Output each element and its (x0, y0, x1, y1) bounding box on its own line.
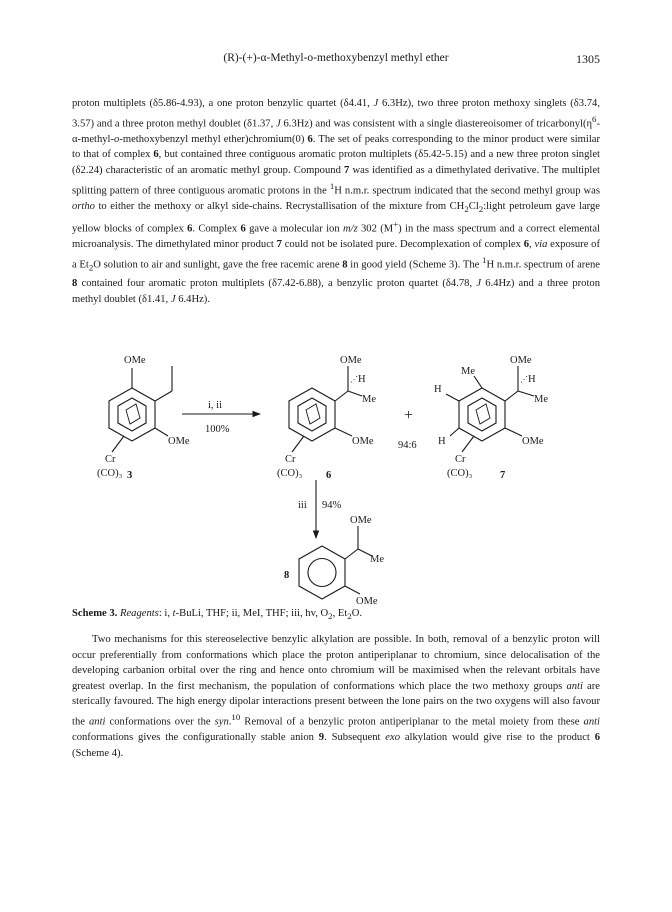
text-run: O solution to air and sunlight, gave the free racemic arene (93, 259, 343, 271)
text-run-i: J (476, 278, 482, 290)
compound-3-ome-bottom: OMe (168, 436, 190, 447)
text-run-b: 6 (153, 149, 159, 161)
text-run: 6.3Hz), two three proton methoxy singlets (δ3.74, 3.57) and a three proton methyl doublet (δ1.37, (72, 98, 600, 130)
text-run: : i, (158, 608, 173, 619)
text-run: , Et (332, 608, 348, 619)
text-run: contained four aromatic proton multiplets (δ7.42-6.88), a benzylic proton quartet (δ4.78, (77, 278, 477, 290)
text-run: ) in the mass spectrum and a correct elemental microanalysis. The dimethylated minor product (72, 223, 600, 251)
compound-6-cr: Cr (285, 454, 296, 465)
compound-7-ome-top: OMe (510, 355, 532, 366)
reaction-scheme-drawing (72, 348, 600, 610)
text-run: 6.3Hz) and was consistent with a single diastereoisomer of tricarbonyl(η (280, 118, 593, 130)
text-run: , (529, 239, 535, 251)
compound-6-co3: (CO)₃ (277, 468, 303, 479)
text-run: :light petroleum gave large yellow blocks of complex (72, 200, 600, 235)
compound-6-label: 6 (326, 470, 332, 481)
compound-6-ome-bottom: OMe (352, 436, 374, 447)
text-run-sup: 10 (231, 711, 241, 722)
body-paragraph-1 (72, 96, 600, 307)
running-title: (R)-(+)-α-Methyl-o-methoxybenzyl methyl ether (223, 52, 449, 64)
text-run-sub: 2 (347, 611, 352, 622)
compound-3-ome-top: OMe (124, 355, 146, 366)
compound-7-co3: (CO)₃ (447, 468, 473, 479)
text-run-b: 6 (307, 133, 313, 145)
text-run: , but contained three contiguous aromatic proton multiplets (δ5.42-5.15) and a new three proton singlet (δ2.24) characteristic of an aromatic methyl group. Compound (72, 149, 600, 176)
text-run: could not be isolated pure. Decomplexation of complex (281, 239, 524, 251)
text-run-b: Scheme 3. (72, 608, 120, 619)
page-number: 1305 (576, 52, 600, 66)
body-paragraph-2 (72, 632, 600, 761)
compound-3-co3: (CO)₃ (97, 468, 123, 479)
text-run-sub: 2 (478, 203, 484, 214)
plus-sign: + (404, 407, 414, 424)
text-run: proton multiplets (δ5.86-4.93), a one proton benzylic quartet (δ4.41, (72, 98, 374, 109)
text-run-sup: 1 (329, 180, 335, 191)
text-run: H n.m.r. spectrum of arene (486, 259, 600, 271)
text-run-i: m/z (342, 223, 358, 235)
text-run-b: 8 (72, 278, 78, 290)
reaction-scheme-3 (72, 348, 600, 610)
text-run-sup: + (393, 219, 399, 230)
compound-8-ome-bottom: OMe (356, 596, 378, 607)
compound-3-structure (109, 366, 172, 452)
compound-6-h: H (358, 374, 366, 385)
text-run: conformations gives the configurationally stable anion (72, 732, 319, 744)
text-run-b: 7 (276, 239, 282, 251)
compound-8-me: Me (370, 554, 384, 565)
text-run-i: ortho (72, 200, 95, 212)
text-run: to either the methoxy or alkyl side-chains. Recrystallisation of the mixture from CH (94, 200, 465, 212)
text-run-i: o (114, 133, 120, 145)
text-run-i: anti (566, 680, 583, 692)
compound-7-ring-h-top: H (434, 384, 442, 395)
text-run-sup: 1 (482, 255, 487, 266)
text-run-i: Reagents (119, 608, 159, 619)
text-run: . The set of peaks corresponding to the minor product were similar to that of complex (72, 133, 600, 161)
compound-8-structure (299, 526, 372, 599)
text-run-b: 6 (594, 732, 601, 744)
scheme-caption (72, 608, 600, 621)
compound-7-ring-me: Me (461, 366, 475, 377)
text-run: -methoxybenzyl methyl ether)chromium(0) (119, 133, 308, 145)
text-run: in good yield (Scheme 3). The (347, 259, 483, 271)
text-run: -α-methyl- (72, 118, 600, 145)
compound-7-h: H (528, 374, 536, 385)
text-run: 302 (M (357, 223, 394, 235)
step1-reagents: i, ii (208, 400, 223, 411)
compound-7-me: Me (534, 394, 548, 405)
compound-7-hash-bond: ⋰ (520, 375, 528, 384)
compound-8-ome-top: OMe (350, 515, 372, 526)
text-run: alkylation would give rise to the product (400, 732, 595, 744)
text-run: was identified as a dimethylated derivative. The multiplet splitting pattern of three contiguous aromatic protons in the (72, 164, 600, 197)
page-header (72, 52, 600, 70)
text-run-i: syn (214, 716, 229, 728)
text-run-i: via (534, 239, 548, 251)
compound-7-label: 7 (500, 470, 506, 481)
text-run: H n.m.r. spectrum indicated that the second methyl group was (334, 185, 600, 197)
text-run-b: 6 (187, 223, 193, 235)
text-run: Cl (468, 200, 479, 212)
text-run: exposure of a Et (72, 239, 601, 271)
product-ratio: 94:6 (398, 440, 417, 451)
step1-yield: 100% (205, 424, 230, 435)
text-run-i: J (170, 293, 176, 305)
text-run-i: J (276, 118, 281, 130)
text-run: 6.4Hz). (175, 293, 210, 305)
text-run-b: 6 (523, 239, 529, 251)
text-run: . Complex (192, 223, 241, 235)
text-run: conformations over the (105, 716, 215, 728)
text-run-b: 7 (344, 164, 350, 176)
text-run-sub: 2 (328, 611, 333, 622)
text-run: Two mechanisms for this stereoselective benzylic alkylation are possible. In both, removal of a benzylic proton will occur preferentially from conformations which place the proton antiperiplanar to chromium, since delocalisation of the developing carbanion orbital over the ring and hence onto chromium will be maximised when the relevant orbitals have greatest overlap. In the first mechanism, the population of conformations which place the two methoxy groups (72, 634, 600, 692)
text-run: 6.4Hz) and a three proton methyl doublet (δ1.41, (72, 278, 600, 305)
compound-3-cr: Cr (105, 454, 116, 465)
text-run-sup: 6 (592, 113, 597, 124)
compound-7-ring-h-bottom: H (438, 436, 446, 447)
compound-6-hash-bond: ⋰ (350, 375, 358, 384)
text-run-b: 6 (240, 223, 246, 235)
text-run-i: t (172, 608, 176, 619)
text-run-i: exo (385, 732, 400, 744)
text-run: Removal of a benzylic proton antiperiplanar to the metal moiety from these (240, 716, 584, 728)
text-run-i: anti (583, 716, 600, 728)
text-run-sub: 2 (464, 203, 469, 214)
compound-6-ome-top: OMe (340, 355, 362, 366)
text-run-b: 8 (342, 259, 348, 271)
text-run: gave a molecular ion (245, 223, 343, 235)
compound-7-cr: Cr (455, 454, 466, 465)
text-run: . Subsequent (324, 732, 386, 744)
compound-6-me: Me (362, 394, 376, 405)
text-run: -BuLi, THF; ii, MeI, THF; iii, hv, O (175, 608, 329, 619)
text-run: O. (351, 608, 363, 619)
text-run-i: J (373, 98, 379, 109)
text-run-sub: 2 (88, 262, 94, 273)
compound-8-label: 8 (284, 570, 290, 581)
text-run: (Scheme 4). (72, 747, 124, 759)
step2-yield: 94% (322, 500, 342, 511)
text-run-b: 9 (318, 732, 325, 744)
text-run: are sterically favoured. The high energy dipolar interactions present between the lone pairs on the two oxygens will also favour the (72, 680, 600, 728)
text-run: . (228, 716, 232, 728)
compound-3-label: 3 (127, 470, 133, 481)
text-run-i: anti (89, 716, 106, 728)
compound-7-ome-bottom: OMe (522, 436, 544, 447)
step2-reagent: iii (298, 500, 307, 511)
